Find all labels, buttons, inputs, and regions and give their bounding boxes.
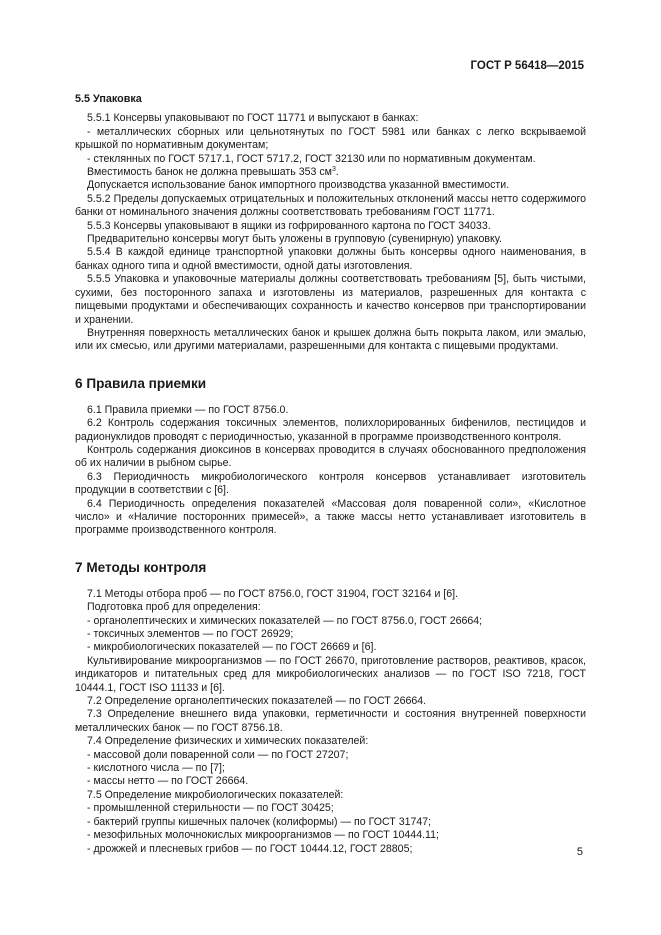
paragraph: - кислотного числа — по [7]; bbox=[87, 762, 225, 775]
capacity-text: Вместимость банок не должна превышать 353 см bbox=[87, 166, 332, 179]
paragraph bbox=[75, 166, 586, 179]
paragraph: - дрожжей и плесневых грибов — по ГОСТ 10444.12, ГОСТ 28805; bbox=[87, 842, 413, 855]
paragraph: - органолептических и химических показателей — по ГОСТ 8756.0, ГОСТ 26664; bbox=[87, 614, 483, 627]
paragraph: - мезофильных молочнокислых микроорганизмов — по ГОСТ 10444.11; bbox=[87, 829, 439, 842]
paragraph: 7.4 Определение физических и химических показателей: bbox=[87, 735, 369, 748]
section-7-heading: 7 Методы контроля bbox=[75, 559, 207, 575]
paragraph: 5.5.5 Упаковка и упаковочные материалы должны соответствовать требованиям [5], быть чистыми, сухими, без посторонного запаха и изготовлены из материалов, разрешенных для контакта с пищевыми продуктами и обеспечивающих сохранность и качество консервов при транспортировании и хранении. bbox=[75, 273, 586, 326]
paragraph: 6.3 Периодичность микробиологического контроля консервов устанавливает изготовитель продукции в соответствии с [6]. bbox=[75, 470, 586, 497]
paragraph: - стеклянных по ГОСТ 5717.1, ГОСТ 5717.2, ГОСТ 32130 или по нормативным документам. bbox=[87, 152, 536, 165]
paragraph: 6.1 Правила приемки — по ГОСТ 8756.0. bbox=[87, 403, 289, 416]
paragraph: 6.2 Контроль содержания токсичных элементов, полихлорированных бифенилов, пестицидов и радионуклидов проводят с периодичностью, указанной в программе производственного контроля. bbox=[75, 417, 586, 443]
superscript: 3 bbox=[331, 166, 336, 174]
paragraph: - токсичных элементов — по ГОСТ 26929; bbox=[87, 628, 294, 640]
paragraph: Допускается использование банок импортного производства указанной вместимости. bbox=[87, 179, 510, 192]
paragraph: 5.5.1 Консервы упаковывают по ГОСТ 11771 и выпускают в банках: bbox=[87, 112, 419, 125]
paragraph: - микробиологических показателей — по ГОСТ 26669 и [6]. bbox=[87, 641, 377, 654]
paragraph: Предварительно консервы могут быть уложены в групповую (сувенирную) упаковку. bbox=[87, 233, 502, 246]
paragraph: 7.3 Определение внешнего вида упаковки, герметичности и состояния внутренней поверхности металлических банок — по ГОСТ 8756.18. bbox=[75, 708, 586, 734]
section-5-5-heading: 5.5 Упаковка bbox=[75, 93, 142, 105]
paragraph: 5.5.2 Пределы допускаемых отрицательных и положительных отклонений массы нетто содержимого банки от номинального значения должны соответствовать требованиям ГОСТ 11771. bbox=[75, 192, 586, 219]
paragraph: 7.1 Методы отбора проб — по ГОСТ 8756.0, ГОСТ 31904, ГОСТ 32164 и [6]. bbox=[87, 587, 459, 600]
paragraph: 5.5.3 Консервы упаковывают в ящики из гофрированного картона по ГОСТ 34033. bbox=[87, 219, 491, 232]
paragraph: 6.4 Периодичность определения показателей «Массовая доля поваренной соли», «Кислотное число» и «Наличие посторонних примесей», а также массы нетто устанавливает изготовитель в программе производственного контроля. bbox=[75, 497, 586, 537]
paragraph: Внутренняя поверхность металлических банок и крышек должна быть покрыта лаком, или эмалью, или их смесью, или другими материалами, разрешенными для контакта с пищевыми продуктами. bbox=[75, 326, 586, 353]
document-code: ГОСТ Р 56418—2015 bbox=[470, 60, 584, 72]
paragraph: 5.5.4 В каждой единице транспортной упаковки должны быть консервы одного наименования, в банках одного типа и одной вместимости, одной даты изготовления. bbox=[75, 246, 586, 272]
section-6-heading: 6 Правила приемки bbox=[75, 375, 207, 391]
paragraph: 7.2 Определение органолептических показателей — по ГОСТ 26664. bbox=[87, 695, 427, 708]
page-number: 5 bbox=[576, 846, 583, 858]
paragraph: Культивирование микроорганизмов — по ГОСТ 26670, приготовление растворов, реактивов, красок, индикаторов и питательных сред для микробиологических анализов — по ГОСТ ISO 7218, ГОСТ 10444.1, ГОСТ ISO 11133 и [6]. bbox=[75, 654, 586, 694]
paragraph: - промышленной стерильности — по ГОСТ 30425; bbox=[87, 802, 334, 815]
paragraph: Контроль содержания диоксинов в консервах проводится в случаях обоснованного предположения об их наличии в рыбном сырье. bbox=[75, 443, 586, 470]
paragraph: - массы нетто — по ГОСТ 26664. bbox=[87, 775, 249, 788]
document-body bbox=[75, 93, 586, 856]
paragraph: - массовой доли поваренной соли — по ГОСТ 27207; bbox=[87, 748, 349, 761]
paragraph: 7.5 Определение микробиологических показателей: bbox=[87, 788, 344, 801]
paragraph: - бактерий группы кишечных палочек (колиформы) — по ГОСТ 31747; bbox=[87, 815, 432, 828]
period: . bbox=[335, 166, 339, 179]
paragraph: Подготовка проб для определения: bbox=[87, 601, 261, 614]
paragraph: - металлических сборных или цельнотянутых по ГОСТ 5981 или банках с легко вскрываемой крышкой по нормативным документам; bbox=[75, 125, 586, 152]
